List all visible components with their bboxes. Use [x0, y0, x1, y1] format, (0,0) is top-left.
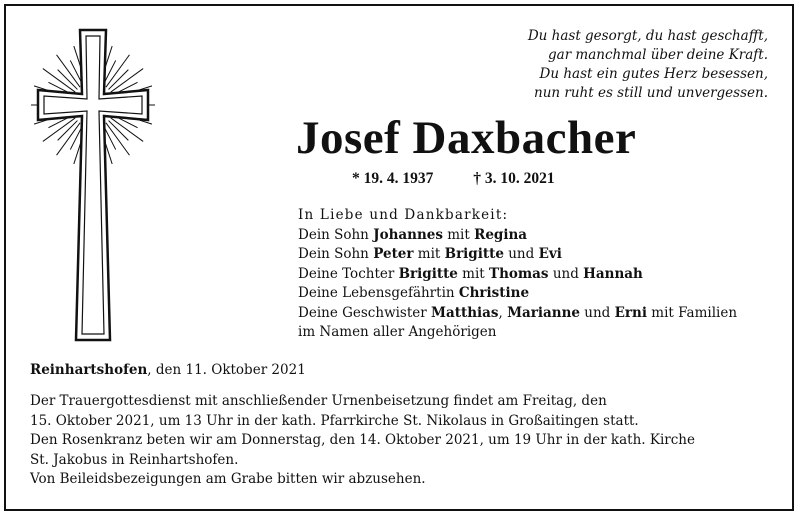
poem: [478, 27, 768, 103]
family-line: Deine Tochter Brigitte mit Thomas und Hannah: [298, 265, 643, 282]
notice-date: , den 11. Oktober 2021: [147, 362, 306, 378]
ray-line: [106, 123, 130, 155]
info-line: Von Beileidsbezeigungen am Grabe bitten wir abzusehen.: [30, 471, 426, 487]
info-line: Den Rosenkranz beten wir am Donnerstag, den 14. Oktober 2021, um 19 Uhr in der kath. Kirche: [30, 432, 695, 448]
family-closing: im Namen aller Angehörigen: [298, 324, 497, 340]
service-info: [30, 392, 695, 490]
family-line: Dein Sohn Johannes mit Regina: [298, 226, 528, 243]
ray-line: [57, 55, 81, 87]
ray-line: [106, 55, 130, 87]
info-line: Der Trauergottesdienst mit anschließender Urnenbeisetzung findet am Freitag, den: [30, 393, 607, 409]
info-line: 15. Oktober 2021, um 13 Uhr in der kath. Pfarrkirche St. Nikolaus in Großaitingen statt.: [30, 412, 639, 429]
cross-icon: [24, 22, 162, 347]
family-line: Dein Sohn Peter mit Brigitte und Evi: [298, 246, 562, 262]
ray-line: [43, 118, 75, 142]
birth-date: * 19. 4. 1937: [352, 170, 434, 187]
family-list: [298, 206, 737, 343]
poem-line: Du hast gesorgt, du hast geschafft,: [527, 28, 768, 44]
poem-line: nun ruht es still und unvergessen.: [534, 85, 768, 101]
place-date: [30, 362, 306, 378]
death-date: † 3. 10. 2021: [473, 170, 555, 187]
deceased-name: Josef Daxbacher: [296, 112, 637, 164]
poem-line: gar manchmal über deine Kraft.: [548, 47, 768, 63]
ray-line: [111, 118, 143, 142]
family-line: Deine Lebensgefährtin Christine: [298, 285, 530, 301]
family-intro: In Liebe und Dankbarkeit:: [298, 207, 509, 223]
info-line: St. Jakobus in Reinhartshofen.: [30, 451, 239, 468]
life-dates: [352, 170, 555, 188]
ray-line: [111, 69, 143, 93]
town-name: Reinhartshofen: [30, 362, 148, 378]
ray-line: [43, 69, 75, 93]
poem-line: Du hast ein gutes Herz besessen,: [539, 66, 768, 82]
family-line: Deine Geschwister Matthias, Marianne und Erni mit Familien: [298, 304, 738, 321]
ray-line: [57, 123, 81, 155]
